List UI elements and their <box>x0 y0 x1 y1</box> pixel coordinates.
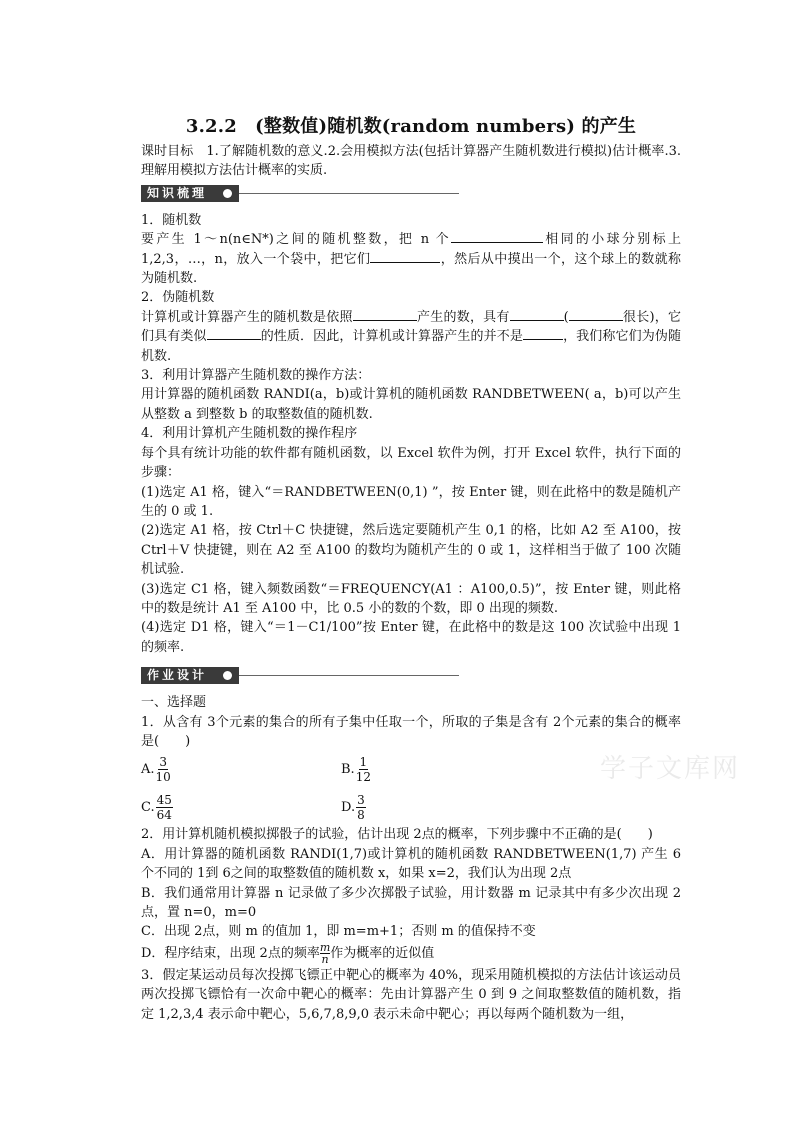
k4-step-4: (4)选定 D1 格，键入“＝1－C1/100”按 Enter 键，在此格中的数是这 100 次试验中出现 1 的频率. <box>141 620 681 655</box>
numerator: m <box>319 940 331 954</box>
fill-blank[interactable] <box>207 327 261 340</box>
q2-option-a[interactable]: A．用计算器的随机函数 RANDI(1,7)或计算机的随机函数 RANDBETWEEN(1,7) 产生 6个不同的 1到 6之间的取整数值的随机数 x，如果 x=2，我们认为出现 2点 <box>141 846 681 882</box>
watermark-text: 学子文库网 <box>600 754 741 784</box>
fill-blank[interactable] <box>451 230 543 243</box>
fraction <box>356 755 371 784</box>
text: ，我们称它们为伪随机数. <box>141 329 681 364</box>
fraction <box>156 793 173 822</box>
part-heading: 一、选择题 <box>141 695 207 711</box>
option-label: C. <box>141 799 155 815</box>
k2-heading: 2．伪随机数 <box>141 290 215 306</box>
option-a[interactable] <box>141 751 341 787</box>
bullet-dot-icon <box>223 189 232 198</box>
section-label: 作业设计 <box>141 667 239 684</box>
fraction <box>156 755 171 784</box>
fraction <box>356 793 366 822</box>
denominator: 12 <box>355 769 371 784</box>
section-label: 知识梳理 <box>141 185 239 202</box>
fill-blank[interactable] <box>510 308 564 321</box>
k4-heading: 4．利用计算机产生随机数的操作程序 <box>141 426 358 442</box>
fill-blank[interactable] <box>569 308 623 321</box>
denominator: n <box>321 952 329 966</box>
q2-option-c[interactable]: C．出现 2点，则 m 的值加 1，即 m=m+1；否则 m 的值保持不变 <box>141 924 536 940</box>
section-banner-homework <box>141 665 681 687</box>
section-banner-knowledge <box>141 183 681 205</box>
k3-heading: 3．利用计算器产生随机数的操作方法： <box>141 368 371 384</box>
numerator: 3 <box>159 754 167 769</box>
k2-body <box>141 308 681 366</box>
document-page <box>141 112 681 1024</box>
text: 计算机或计算器产生的随机数是依照 <box>141 309 353 325</box>
text: 很长)，它们具有类似 <box>141 309 681 345</box>
text: 的性质．因此，计算机或计算器产生的并不是 <box>260 329 523 345</box>
option-d[interactable] <box>341 789 541 825</box>
option-b[interactable] <box>341 751 541 787</box>
q2-stem: 2．用计算机随机模拟掷骰子的试验，估计出现 2点的概率，下列步骤中不正确的是( ) <box>141 827 653 843</box>
q3-text: 3．假定某运动员每次投掷飞镖正中靶心的概率为 40%，现采用随机模拟的方法估计该运动员两次投掷飞镖恰有一次命中靶心的概率：先由计算器产生 0 到 9 之间取整数值的随机数，指定 1,2,3,4 表示命中靶心，5,6,7,8,9,0 表示未命中靶心；再以每两个随机数为一组， <box>141 967 681 1022</box>
option-label: A. <box>141 761 155 777</box>
text: ( <box>563 309 569 325</box>
numerator: 45 <box>156 792 172 807</box>
k4-step-1: (1)选定 A1 格，键入“＝RANDBETWEEN(0,1) ”，按 Enter 键，则在此格中的数是随机产生的 0 或 1. <box>141 484 681 519</box>
denominator: 10 <box>155 769 171 784</box>
text: 产生的数，具有 <box>416 309 510 325</box>
k4-intro: 每个具有统计功能的软件都有随机函数，以 Excel 软件为例，打开 Excel 软件，执行下面的步骤： <box>141 445 681 481</box>
q2-option-d[interactable] <box>141 942 681 966</box>
option-c[interactable] <box>141 789 341 825</box>
k4-step-3: (3)选定 C1 格，键入频数函数“＝FREQUENCY(A1 ：A100,0.5)”，按 Enter 键，则此格中的数是统计 A1 至 A100 中，比 0.5 小的数的个数，即 0 出现的频数. <box>141 581 681 616</box>
option-label: D. <box>341 799 356 815</box>
denominator: 8 <box>357 807 365 822</box>
k4-step-2: (2)选定 A1 格，按 Ctrl＋C 快捷键，然后选定要随机产生 0,1 的格，比如 A2 至 A100，按 Ctrl＋V 快捷键，则在 A2 至 A100 的数均为随机产生的 0 或 1，这样相当于做了 100 次随机试验. <box>141 523 681 578</box>
k1-body <box>141 230 681 288</box>
text: 作为概率的近似值 <box>330 945 435 961</box>
numerator: 1 <box>359 754 368 769</box>
text: 要产生 1～n(n∈N*)之间的随机整数，把 n 个 <box>141 232 451 248</box>
fraction <box>320 942 330 965</box>
fill-blank[interactable] <box>370 250 440 263</box>
page-title: 3.2.2 (整数值)随机数(random numbers) 的产生 <box>185 116 637 137</box>
option-label: B. <box>341 761 355 777</box>
divider <box>239 193 459 194</box>
text: D．程序结束，出现 2点的频率 <box>141 945 320 961</box>
denominator: 64 <box>156 807 172 822</box>
k1-heading: 1．随机数 <box>141 212 202 228</box>
q1-stem: 1．从含有 3个元素的集合的所有子集中任取一个，所取的子集是含有 2个元素的集合的概率是( ) <box>141 714 681 749</box>
k3-body: 用计算器的随机函数 RANDI(a，b)或计算机的随机函数 RANDBETWEEN( a，b)可以产生从整数 a 到整数 b 的取整数值的随机数. <box>141 387 681 422</box>
text: ，然后从中摸出一个，这个球上的数就称为随机数. <box>141 251 681 287</box>
divider <box>239 675 459 676</box>
numerator: 3 <box>357 792 365 807</box>
lesson-goal: 课时目标 1.了解随机数的意义.2.会用模拟方法(包括计算器产生随机数进行模拟)估计概率.3.理解用模拟方法估计概率的实质. <box>141 144 681 179</box>
fill-blank[interactable] <box>523 327 563 340</box>
text: 相同的小球分别标上1,2,3，…，n，放入一个袋中，把它们 <box>141 232 681 267</box>
fill-blank[interactable] <box>353 308 417 321</box>
q2-option-b[interactable]: B．我们通常用计算器 n 记录做了多少次掷骰子试验，用计数器 m 记录其中有多少次出现 2点，置 n=0，m=0 <box>141 885 681 920</box>
